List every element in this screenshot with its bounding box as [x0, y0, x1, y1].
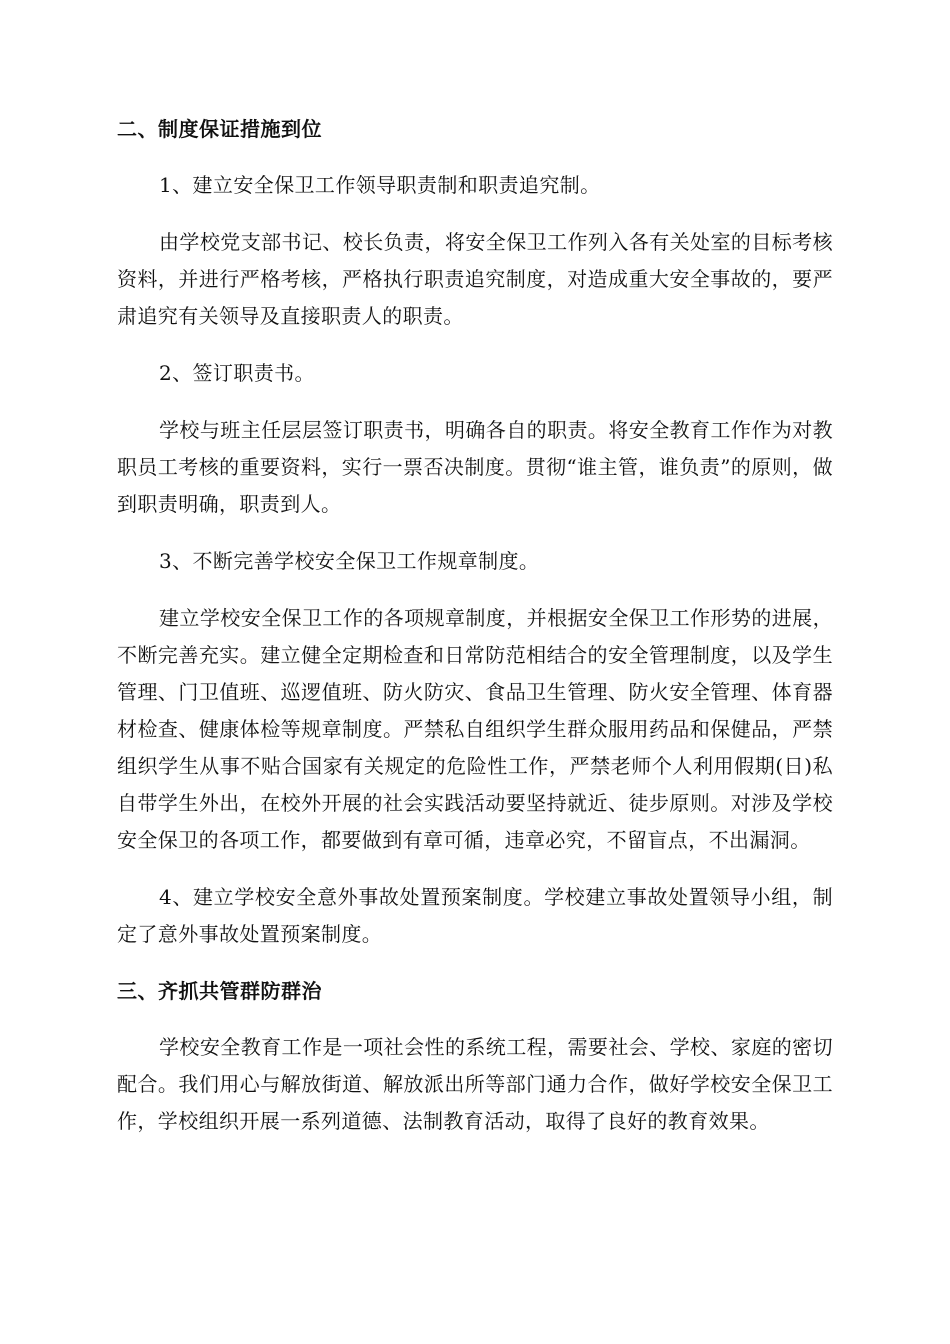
- body-paragraph: 由学校党支部书记、校长负责，将安全保卫工作列入各有关处室的目标考核资料，并进行严格考核，严格执行职责追究制度，对造成重大安全事故的，要严肃追究有关领导及直接职责人的职责。: [117, 230, 833, 328]
- subsection-title: 2、签订职责书。: [159, 361, 315, 385]
- body-paragraph: 4、建立学校安全意外事故处置预案制度。学校建立事故处置领导小组，制定了意外事故处置预案制度。: [117, 885, 833, 946]
- body-paragraph: 学校安全教育工作是一项社会性的系统工程，需要社会、学校、家庭的密切配合。我们用心与解放街道、解放派出所等部门通力合作，做好学校安全保卫工作，学校组织开展一系列道德、法制教育活动，取得了良好的教育效果。: [117, 1035, 833, 1133]
- body-paragraph: 建立学校安全保卫工作的各项规章制度，并根据安全保卫工作形势的进展，不断完善充实。建立健全定期检查和日常防范相结合的安全管理制度，以及学生管理、门卫值班、巡逻值班、防火防灾、食品卫生管理、防火安全管理、体育器材检查、健康体检等规章制度。严禁私自组织学生群众服用药品和保健品，严禁组织学生从事不贴合国家有关规定的危险性工作，严禁老师个人利用假期(日)私自带学生外出，在校外开展的社会实践活动要坚持就近、徒步原则。对涉及学校安全保卫的各项工作，都要做到有章可循，违章必究，不留盲点，不出漏洞。: [117, 606, 833, 852]
- body-paragraph: 学校与班主任层层签订职责书，明确各自的职责。将安全教育工作作为对教职员工考核的重要资料，实行一票否决制度。贯彻“谁主管，谁负责”的原则，做到职责明确，职责到人。: [117, 418, 833, 516]
- section-heading: 三、齐抓共管群防群治: [117, 979, 322, 1003]
- subsection-title: 1、建立安全保卫工作领导职责制和职责追究制。: [159, 173, 601, 197]
- section-heading: 二、制度保证措施到位: [117, 117, 322, 141]
- subsection-title: 3、不断完善学校安全保卫工作规章制度。: [159, 549, 540, 573]
- document-body: [117, 111, 833, 1160]
